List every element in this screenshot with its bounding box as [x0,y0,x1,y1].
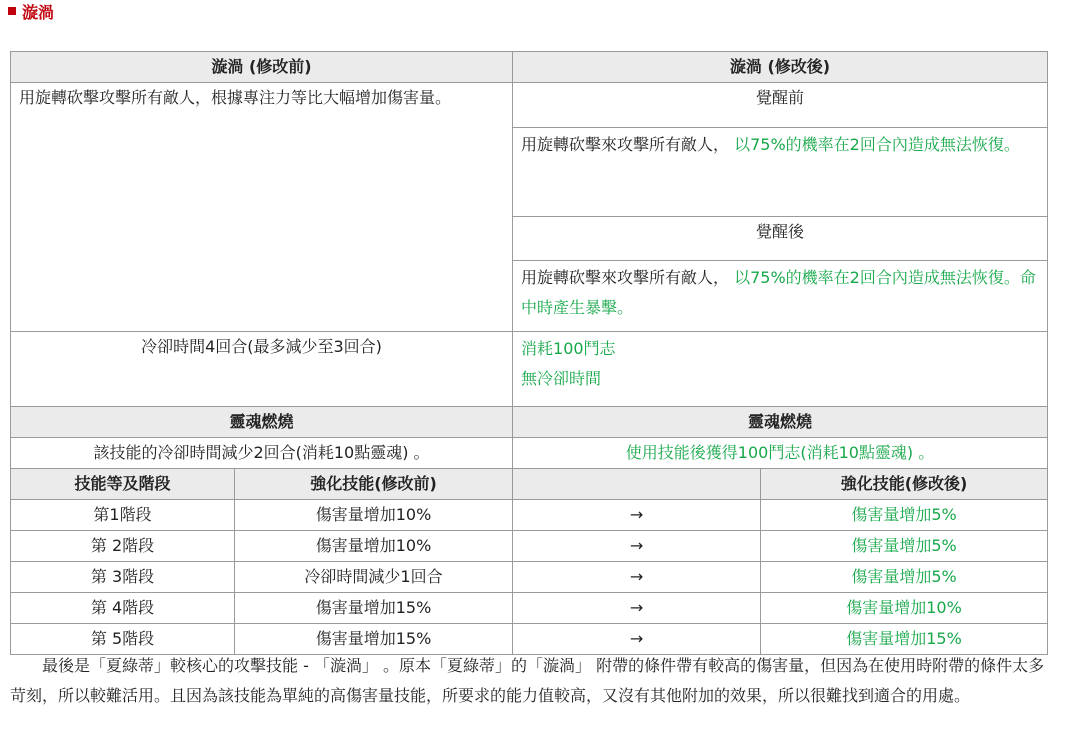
after-cell: 傷害量增加5% [761,500,1048,531]
col-enh-before-header: 強化技能(修改前) [235,469,513,500]
col-enh-after-header: 強化技能(修改後) [761,469,1048,500]
cost-after-line1: 消耗100鬥志 [521,339,616,358]
awaken-before-desc-changed: 以75%的機率在2回合內造成無法恢復。 [734,134,1020,154]
after-cell: 傷害量增加5% [761,531,1048,562]
table-row [11,624,1048,655]
cost-after-line2: 無冷卻時間 [521,369,602,388]
after-cell: 傷害量增加10% [761,593,1048,624]
table-row [11,438,1048,469]
cost-after [513,332,1048,407]
header-after: 漩渦 (修改後) [513,52,1048,83]
soul-after: 使用技能後獲得100鬥志(消耗10點靈魂) 。 [513,438,1048,469]
header-before: 漩渦 (修改前) [11,52,513,83]
after-cell: 傷害量增加5% [761,562,1048,593]
arrow-icon: → [513,562,761,593]
soul-header-after: 靈魂燃燒 [513,407,1048,438]
before-cell: 冷卻時間減少1回合 [235,562,513,593]
stage-cell: 第 2階段 [11,531,235,562]
before-cell: 傷害量增加15% [235,624,513,655]
table-row [11,500,1048,531]
table-row [11,593,1048,624]
enhance-header-row [11,469,1048,500]
soul-header-row [11,407,1048,438]
table-row [11,83,1048,128]
arrow-icon: → [513,500,761,531]
stage-cell: 第 3階段 [11,562,235,593]
before-cell: 傷害量增加10% [235,500,513,531]
cooldown-before: 冷卻時間4回合(最多減少至3回合) [11,332,513,407]
before-cell: 傷害量增加10% [235,531,513,562]
table-header-row [11,52,1048,83]
section-heading [8,0,54,22]
arrow-icon: → [513,593,761,624]
awaken-before-description [513,127,1048,216]
arrow-icon: → [513,624,761,655]
stage-cell: 第 4階段 [11,593,235,624]
before-description: 用旋轉砍擊攻擊所有敵人，根據專注力等比大幅增加傷害量。 [11,83,513,332]
awaken-before-desc-plain: 用旋轉砍擊來攻擊所有敵人， [521,134,735,154]
soul-header-before: 靈魂燃燒 [11,407,513,438]
body-paragraph: 最後是「夏綠蒂」較核心的攻擊技能 - 「漩渦」 。原本「夏綠蒂」的「漩渦」 附帶的條件帶有較高的傷害量，但因為在使用時附帶的條件太多苛刻，所以較難活用。且因為該技能為單純的高傷害量技能，所要求的能力值較高，又沒有其他附加的效果，所以很難找到適合的用處。 [10,656,1045,705]
soul-before: 該技能的冷卻時間減少2回合(消耗10點靈魂) 。 [11,438,513,469]
square-bullet-icon [8,7,16,15]
stage-cell: 第1階段 [11,500,235,531]
awaken-before-label: 覺醒前 [513,83,1048,128]
before-cell: 傷害量增加15% [235,593,513,624]
stage-cell: 第 5階段 [11,624,235,655]
skill-comparison-table [10,51,1048,655]
awaken-after-desc-plain: 用旋轉砍擊來攻擊所有敵人， [521,268,735,287]
awaken-after-description [513,261,1048,332]
awaken-after-desc-changed: 以75%的機率在2回合內造成無法恢復。命中時產生暴擊。 [521,268,1036,317]
table-row [11,562,1048,593]
col-level-header: 技能等及階段 [11,469,235,500]
table-row [11,531,1048,562]
arrow-icon: → [513,531,761,562]
section-heading-text: 漩渦 [22,2,55,22]
col-arrow-header [513,469,761,500]
after-cell: 傷害量增加15% [761,624,1048,655]
table-row [11,332,1048,407]
awaken-after-label: 覺醒後 [513,216,1048,261]
